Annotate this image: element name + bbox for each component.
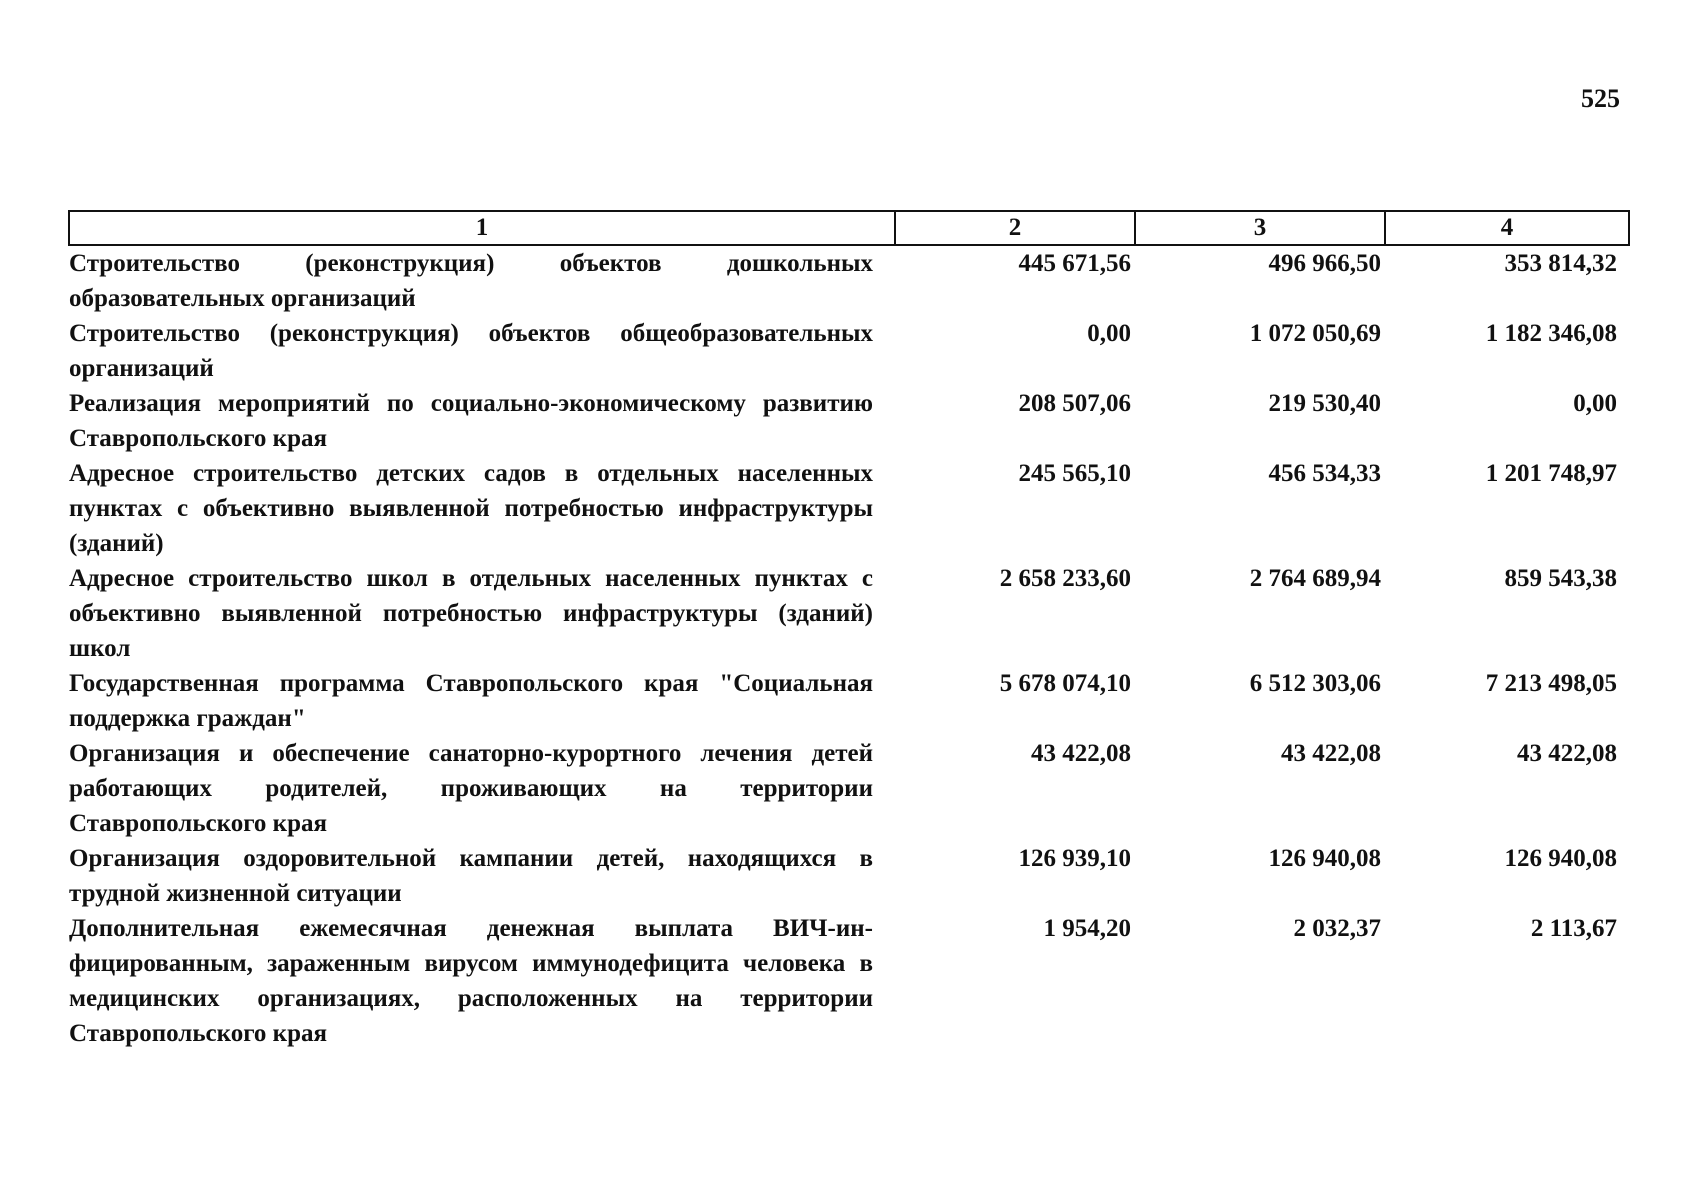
row-value-col3: 43 422,08	[1281, 740, 1381, 767]
row-value-col4: 126 940,08	[1504, 845, 1617, 872]
row-value-col2: 126 939,10	[1018, 845, 1131, 872]
page-number: 525	[1581, 84, 1620, 113]
column-header-3: 3	[1135, 211, 1385, 245]
table-row	[69, 245, 1629, 316]
row-value-col2: 2 658 233,60	[999, 565, 1131, 592]
column-header-1: 1	[69, 211, 895, 245]
row-value-col3: 456 534,33	[1268, 460, 1381, 487]
table-row	[69, 316, 1629, 386]
row-value-col4: 43 422,08	[1517, 740, 1617, 767]
row-value-col3: 2 764 689,94	[1249, 565, 1381, 592]
table-row	[69, 736, 1629, 841]
row-name: Строительство (реконструкция) объектов дошкольных образовательных организаций	[69, 250, 873, 312]
row-value-col3: 219 530,40	[1268, 390, 1381, 417]
row-value-col3: 1 072 050,69	[1249, 320, 1381, 347]
row-value-col4: 0,00	[1573, 390, 1617, 417]
column-header-4: 4	[1385, 211, 1629, 245]
budget-table	[68, 210, 1630, 1051]
row-value-col2: 0,00	[1087, 320, 1131, 347]
row-value-col4: 2 113,67	[1530, 915, 1617, 942]
row-value-col4: 7 213 498,05	[1485, 670, 1617, 697]
row-name: Адресное строительство школ в отдельных населенных пунктах с объективно выявленной потребностью инфраструктуры (зданий) школ	[69, 565, 873, 662]
row-value-col2: 43 422,08	[1031, 740, 1131, 767]
table-row	[69, 911, 1629, 1051]
table-body	[69, 245, 1629, 1051]
row-value-col3: 6 512 303,06	[1249, 670, 1381, 697]
row-value-col3: 126 940,08	[1268, 845, 1381, 872]
row-name: Адресное строительство детских садов в отдельных населенных пунктах с объективно выявленной потребностью инфраструктуры (зданий)	[69, 460, 873, 557]
table-row	[69, 666, 1629, 736]
table-row	[69, 561, 1629, 666]
row-value-col2: 208 507,06	[1018, 390, 1131, 417]
row-name: Организация оздоровительной кампании детей, находящихся в трудной жизненной ситуации	[69, 845, 873, 907]
header-row	[69, 211, 1629, 245]
table-row	[69, 456, 1629, 561]
row-value-col2: 445 671,56	[1018, 250, 1131, 277]
row-value-col3: 496 966,50	[1268, 250, 1381, 277]
row-value-col4: 1 182 346,08	[1485, 320, 1617, 347]
row-name: Государственная программа Ставропольского края "Социальная поддержка граждан"	[69, 670, 873, 732]
row-value-col2: 5 678 074,10	[999, 670, 1131, 697]
row-value-col4: 1 201 748,97	[1485, 460, 1617, 487]
row-value-col2: 1 954,20	[1043, 915, 1131, 942]
row-name: Строительство (реконструкция) объектов общеобразовательных организаций	[69, 320, 873, 382]
row-value-col4: 353 814,32	[1504, 250, 1617, 277]
table-row	[69, 841, 1629, 911]
row-value-col3: 2 032,37	[1293, 915, 1381, 942]
row-name: Реализация мероприятий по социально-экономическому развитию Ставропольского края	[69, 390, 873, 452]
table-header	[69, 211, 1629, 245]
row-name: Организация и обеспечение санаторно-курортного лечения детей работающих родителей, проживающих на территории Ставропольского края	[69, 740, 873, 837]
row-name: Дополнительная ежемесячная денежная выплата ВИЧ-ин-фицированным, зараженным вирусом иммунодефицита человека в медицинских организациях, расположенных на территории Ставропольского края	[69, 915, 873, 1047]
table-row	[69, 386, 1629, 456]
column-header-2: 2	[895, 211, 1135, 245]
row-value-col4: 859 543,38	[1504, 565, 1617, 592]
row-value-col2: 245 565,10	[1018, 460, 1131, 487]
